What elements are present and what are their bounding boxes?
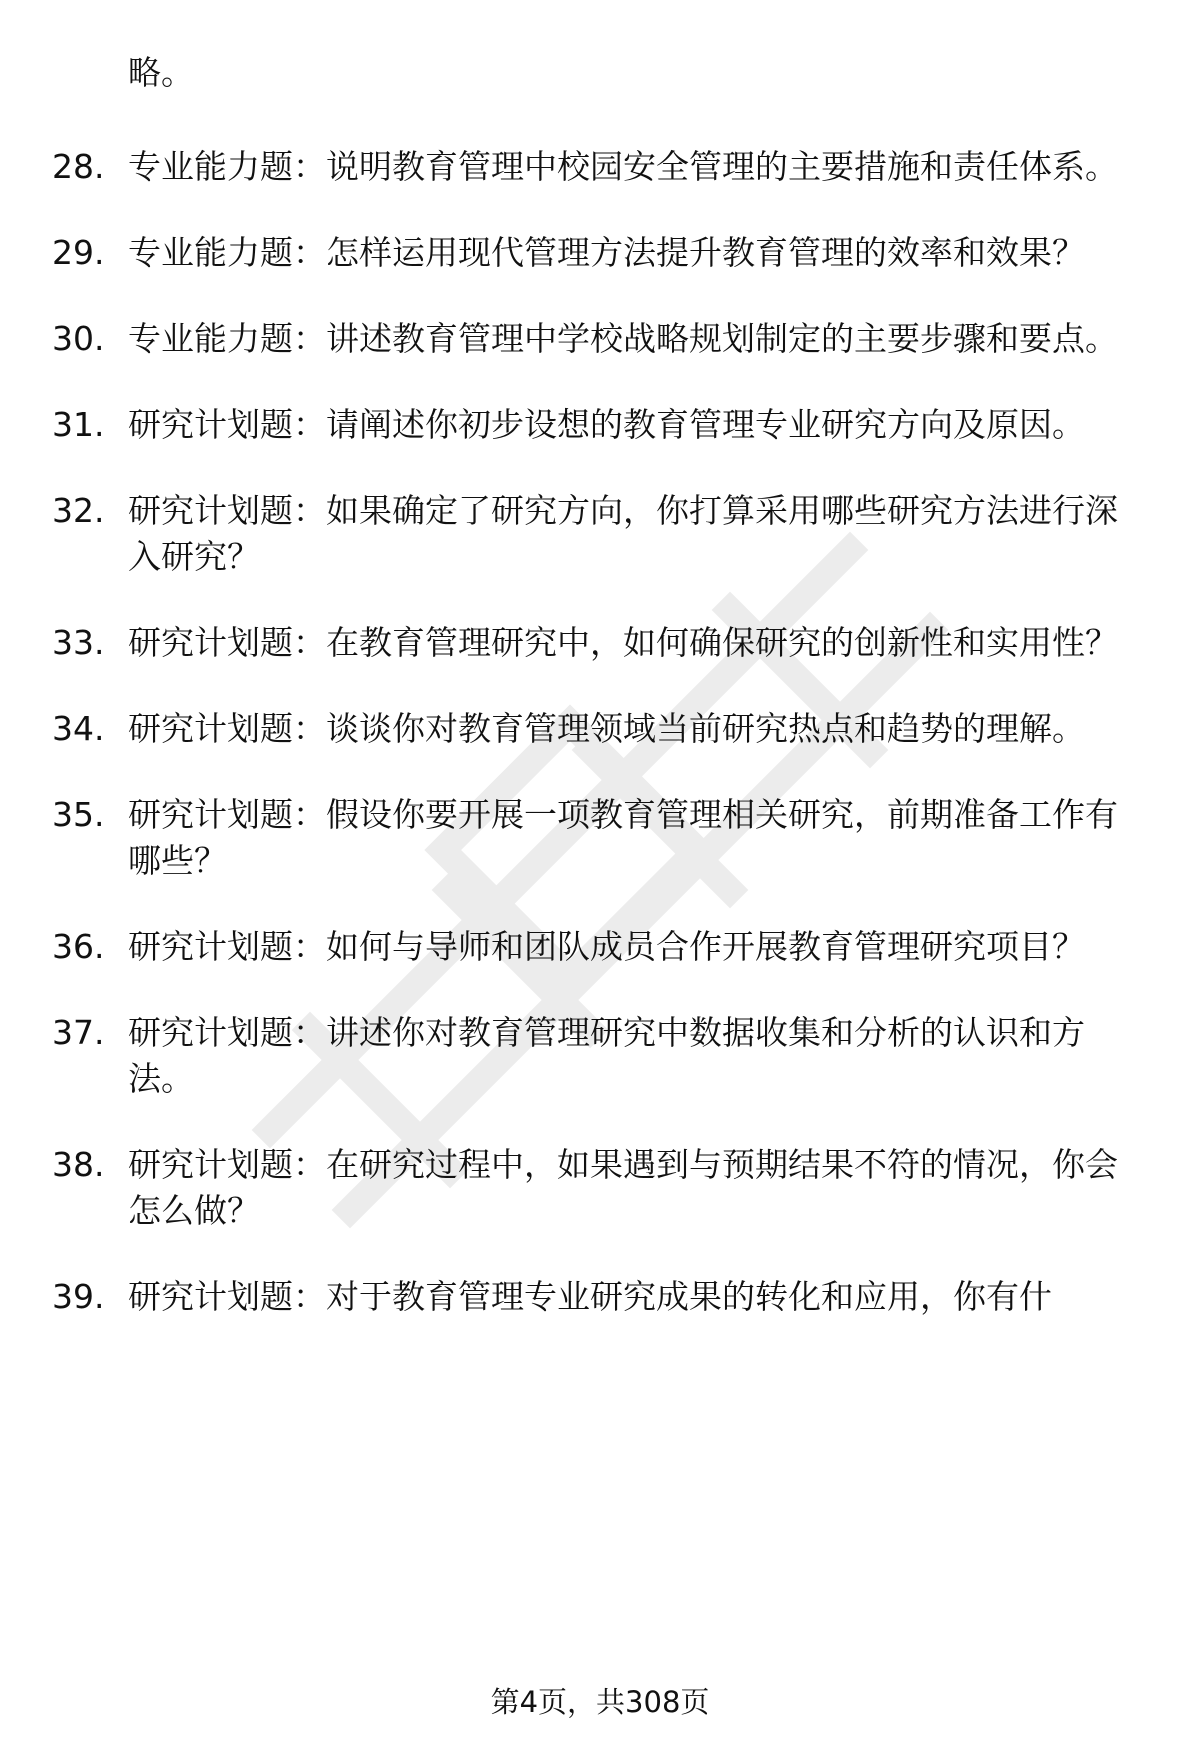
- item-text: 研究计划题：对于教育管理专业研究成果的转化和应用，你有什: [128, 1277, 1052, 1316]
- item-number: 30.: [52, 319, 105, 358]
- continuation-text: 略。: [128, 53, 194, 92]
- item-number: 38.: [52, 1145, 105, 1184]
- list-item: [0, 924, 1200, 970]
- item-text: 研究计划题：在研究过程中，如果遇到与预期结果不符的情况，你会怎么做？: [128, 1145, 1118, 1230]
- list-item: [0, 230, 1200, 276]
- item-number: 34.: [52, 709, 105, 748]
- item-number: 35.: [52, 795, 105, 834]
- item-number: 29.: [52, 233, 105, 272]
- list-item: [0, 144, 1200, 190]
- question-list: [0, 50, 1200, 1360]
- item-text: 研究计划题：如果确定了研究方向，你打算采用哪些研究方法进行深入研究？: [128, 491, 1118, 576]
- list-item: [0, 792, 1200, 884]
- list-item: [0, 1142, 1200, 1234]
- item-number: 33.: [52, 623, 105, 662]
- list-item: [0, 488, 1200, 580]
- item-text: 研究计划题：请阐述你初步设想的教育管理专业研究方向及原因。: [128, 405, 1085, 444]
- list-item: [0, 402, 1200, 448]
- list-item: [0, 706, 1200, 752]
- item-text: 专业能力题：怎样运用现代管理方法提升教育管理的效率和效果？: [128, 233, 1085, 272]
- list-item: [0, 1010, 1200, 1102]
- page-footer: 第4页，共308页: [490, 1685, 710, 1719]
- list-item: [0, 316, 1200, 362]
- list-item: [0, 1274, 1200, 1320]
- item-number: 31.: [52, 405, 105, 444]
- item-number: 28.: [52, 147, 105, 186]
- item-number: 36.: [52, 927, 105, 966]
- item-text: 研究计划题：在教育管理研究中，如何确保研究的创新性和实用性？: [128, 623, 1118, 662]
- item-text: 研究计划题：如何与导师和团队成员合作开展教育管理研究项目？: [128, 927, 1085, 966]
- item-text: 研究计划题：假设你要开展一项教育管理相关研究，前期准备工作有哪些？: [128, 795, 1118, 880]
- item-text: 专业能力题：说明教育管理中校园安全管理的主要措施和责任体系。: [128, 147, 1118, 186]
- item-number: 32.: [52, 491, 105, 530]
- item-text: 研究计划题：讲述你对教育管理研究中数据收集和分析的认识和方法。: [128, 1013, 1085, 1098]
- item-number: 37.: [52, 1013, 105, 1052]
- list-item: [0, 620, 1200, 666]
- item-text: 专业能力题：讲述教育管理中学校战略规划制定的主要步骤和要点。: [128, 319, 1118, 358]
- item-number: 39.: [52, 1277, 105, 1316]
- item-text: 研究计划题：谈谈你对教育管理领域当前研究热点和趋势的理解。: [128, 709, 1085, 748]
